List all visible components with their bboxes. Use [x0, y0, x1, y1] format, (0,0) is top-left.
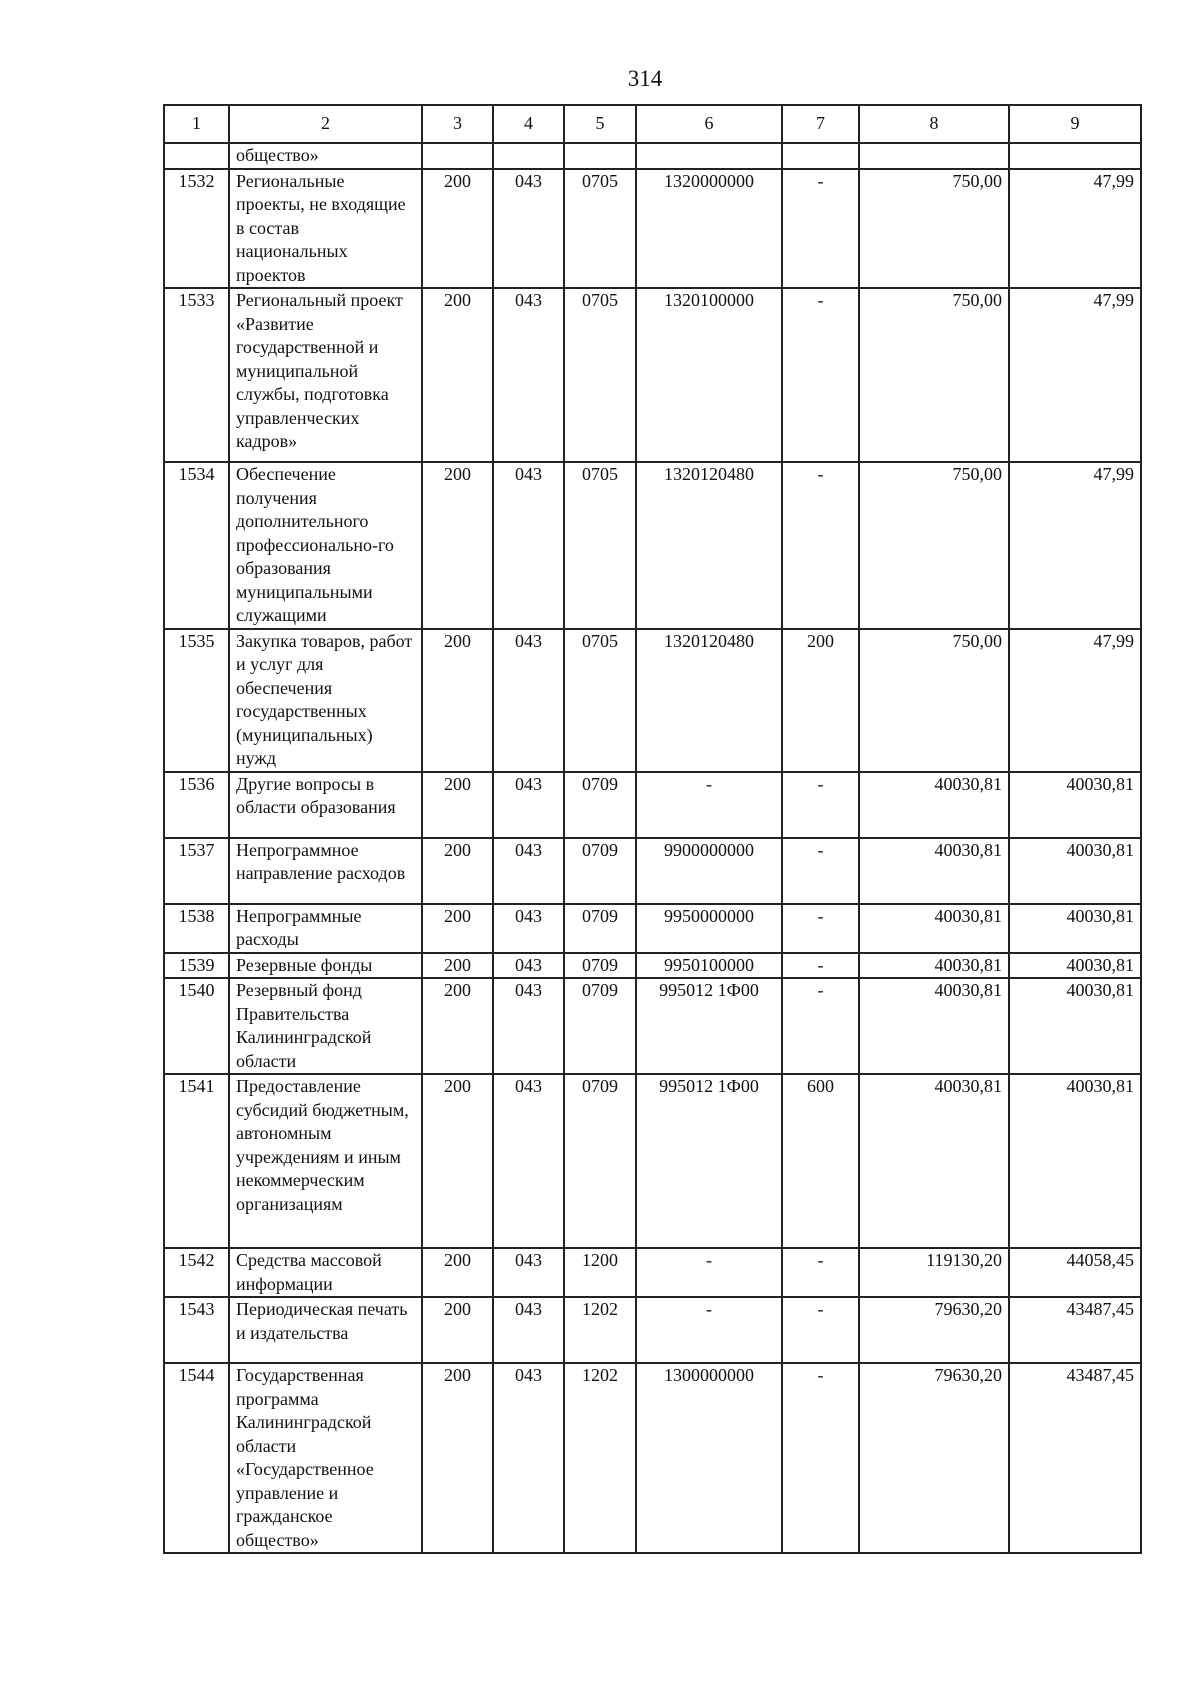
table-cell — [1009, 143, 1141, 169]
code-col7: - — [782, 978, 859, 1074]
code-col5: 0709 — [564, 838, 636, 904]
code-col5: 0709 — [564, 953, 636, 979]
amount-col9: 47,99 — [1009, 629, 1141, 772]
amount-col9: 43487,45 — [1009, 1363, 1141, 1553]
code-col3: 200 — [422, 1074, 493, 1248]
code-col7: - — [782, 838, 859, 904]
row-number: 1539 — [164, 953, 229, 979]
amount-col8: 40030,81 — [859, 838, 1009, 904]
table-body — [164, 169, 1141, 1554]
row-number: 1543 — [164, 1297, 229, 1363]
column-header: 6 — [636, 105, 782, 143]
amount-col8: 750,00 — [859, 462, 1009, 629]
code-col5: 0705 — [564, 288, 636, 462]
code-col5: 0709 — [564, 1074, 636, 1248]
code-col7: - — [782, 1297, 859, 1363]
code-col4: 043 — [493, 1363, 564, 1553]
table-row — [164, 629, 1141, 772]
code-col3: 200 — [422, 462, 493, 629]
amount-col8: 119130,20 — [859, 1248, 1009, 1297]
code-col4: 043 — [493, 169, 564, 289]
code-col5: 0705 — [564, 169, 636, 289]
code-col7: - — [782, 904, 859, 953]
table-row — [164, 978, 1141, 1074]
page-number: 314 — [627, 66, 663, 91]
code-col3: 200 — [422, 953, 493, 979]
table-cell — [493, 143, 564, 169]
row-number: 1538 — [164, 904, 229, 953]
code-col4: 043 — [493, 1297, 564, 1363]
code-col6: 1320120480 — [636, 462, 782, 629]
code-col4: 043 — [493, 838, 564, 904]
code-col3: 200 — [422, 838, 493, 904]
row-name: Средства массовой информации — [229, 1248, 422, 1297]
code-col6: 1320120480 — [636, 629, 782, 772]
code-col5: 0709 — [564, 772, 636, 838]
row-number: 1536 — [164, 772, 229, 838]
code-col6: 9900000000 — [636, 838, 782, 904]
amount-col8: 40030,81 — [859, 978, 1009, 1074]
table-cell — [636, 143, 782, 169]
code-col3: 200 — [422, 978, 493, 1074]
amount-col9: 40030,81 — [1009, 953, 1141, 979]
code-col4: 043 — [493, 1248, 564, 1297]
amount-col8: 40030,81 — [859, 904, 1009, 953]
code-col6: 995012 1Ф00 — [636, 1074, 782, 1248]
row-name: Обеспечение получения дополнительного профессионально-го образования муниципальными служащими — [229, 462, 422, 629]
amount-col9: 43487,45 — [1009, 1297, 1141, 1363]
code-col5: 1202 — [564, 1363, 636, 1553]
table-row — [164, 1074, 1141, 1248]
code-col4: 043 — [493, 978, 564, 1074]
amount-col8: 750,00 — [859, 288, 1009, 462]
row-name: Региональные проекты, не входящие в состав национальных проектов — [229, 169, 422, 289]
amount-col9: 44058,45 — [1009, 1248, 1141, 1297]
column-header: 5 — [564, 105, 636, 143]
row-name: Государственная программа Калининградской области «Государственное управление и гражданское общество» — [229, 1363, 422, 1553]
table-cell — [564, 143, 636, 169]
row-name: Региональный проект «Развитие государственной и муниципальной службы, подготовка управленческих кадров» — [229, 288, 422, 462]
amount-col8: 79630,20 — [859, 1297, 1009, 1363]
amount-col8: 40030,81 — [859, 772, 1009, 838]
row-name: Закупка товаров, работ и услуг для обеспечения государственных (муниципальных) нужд — [229, 629, 422, 772]
row-name: Периодическая печать и издательства — [229, 1297, 422, 1363]
row-name: Резервные фонды — [229, 953, 422, 979]
code-col4: 043 — [493, 772, 564, 838]
code-col7: - — [782, 288, 859, 462]
row-number: 1535 — [164, 629, 229, 772]
code-col6: 1300000000 — [636, 1363, 782, 1553]
code-col6: 1320000000 — [636, 169, 782, 289]
table-row — [164, 904, 1141, 953]
amount-col9: 40030,81 — [1009, 904, 1141, 953]
code-col7: - — [782, 1248, 859, 1297]
code-col5: 0705 — [564, 629, 636, 772]
code-col4: 043 — [493, 288, 564, 462]
code-col7: - — [782, 169, 859, 289]
code-col3: 200 — [422, 288, 493, 462]
table-cell — [782, 143, 859, 169]
amount-col9: 47,99 — [1009, 169, 1141, 289]
code-col5: 1200 — [564, 1248, 636, 1297]
code-col7: - — [782, 953, 859, 979]
code-col5: 0709 — [564, 978, 636, 1074]
table-row — [164, 953, 1141, 979]
code-col6: 1320100000 — [636, 288, 782, 462]
table-cell — [164, 143, 229, 169]
code-col4: 043 — [493, 1074, 564, 1248]
row-number: 1544 — [164, 1363, 229, 1553]
table-cell — [859, 143, 1009, 169]
table-row — [164, 169, 1141, 289]
code-col6: - — [636, 772, 782, 838]
column-header: 9 — [1009, 105, 1141, 143]
code-col3: 200 — [422, 904, 493, 953]
amount-col9: 47,99 — [1009, 462, 1141, 629]
row-name: Другие вопросы в области образования — [229, 772, 422, 838]
column-header: 3 — [422, 105, 493, 143]
code-col4: 043 — [493, 904, 564, 953]
row-number: 1540 — [164, 978, 229, 1074]
code-col7: - — [782, 462, 859, 629]
row-number: 1532 — [164, 169, 229, 289]
amount-col8: 79630,20 — [859, 1363, 1009, 1553]
amount-col9: 47,99 — [1009, 288, 1141, 462]
row-name: Резервный фонд Правительства Калининградской области — [229, 978, 422, 1074]
row-name: Предоставление субсидий бюджетным, автономным учреждениям и иным некоммерческим организациям — [229, 1074, 422, 1248]
row-number: 1537 — [164, 838, 229, 904]
code-col5: 1202 — [564, 1297, 636, 1363]
code-col3: 200 — [422, 1363, 493, 1553]
row-name: Непрограммное направление расходов — [229, 838, 422, 904]
amount-col8: 40030,81 — [859, 953, 1009, 979]
column-header: 4 — [493, 105, 564, 143]
row-number: 1542 — [164, 1248, 229, 1297]
table-row — [164, 1297, 1141, 1363]
column-header: 7 — [782, 105, 859, 143]
row-number: 1541 — [164, 1074, 229, 1248]
code-col3: 200 — [422, 772, 493, 838]
code-col4: 043 — [493, 462, 564, 629]
row-number: 1533 — [164, 288, 229, 462]
code-col5: 0705 — [564, 462, 636, 629]
code-col6: 995012 1Ф00 — [636, 978, 782, 1074]
code-col7: 600 — [782, 1074, 859, 1248]
code-col6: 9950100000 — [636, 953, 782, 979]
amount-col9: 40030,81 — [1009, 772, 1141, 838]
code-col4: 043 — [493, 953, 564, 979]
table-row — [164, 838, 1141, 904]
table-cell — [422, 143, 493, 169]
code-col6: 9950000000 — [636, 904, 782, 953]
code-col7: 200 — [782, 629, 859, 772]
amount-col8: 750,00 — [859, 169, 1009, 289]
budget-table — [163, 104, 1142, 1554]
code-col3: 200 — [422, 169, 493, 289]
table-row — [164, 288, 1141, 462]
code-col5: 0709 — [564, 904, 636, 953]
amount-col9: 40030,81 — [1009, 838, 1141, 904]
amount-col9: 40030,81 — [1009, 1074, 1141, 1248]
column-header: 1 — [164, 105, 229, 143]
table-row — [164, 1248, 1141, 1297]
code-col7: - — [782, 772, 859, 838]
code-col4: 043 — [493, 629, 564, 772]
code-col6: - — [636, 1248, 782, 1297]
continuation-text: общество» — [229, 143, 422, 169]
code-col7: - — [782, 1363, 859, 1553]
amount-col9: 40030,81 — [1009, 978, 1141, 1074]
amount-col8: 40030,81 — [859, 1074, 1009, 1248]
column-header: 2 — [229, 105, 422, 143]
code-col3: 200 — [422, 629, 493, 772]
amount-col8: 750,00 — [859, 629, 1009, 772]
table-row — [164, 1363, 1141, 1553]
table-row — [164, 772, 1141, 838]
header-row — [164, 105, 1141, 143]
table-row — [164, 462, 1141, 629]
row-name: Непрограммные расходы — [229, 904, 422, 953]
code-col3: 200 — [422, 1248, 493, 1297]
code-col6: - — [636, 1297, 782, 1363]
continuation-row — [164, 143, 1141, 169]
row-number: 1534 — [164, 462, 229, 629]
column-header: 8 — [859, 105, 1009, 143]
code-col3: 200 — [422, 1297, 493, 1363]
